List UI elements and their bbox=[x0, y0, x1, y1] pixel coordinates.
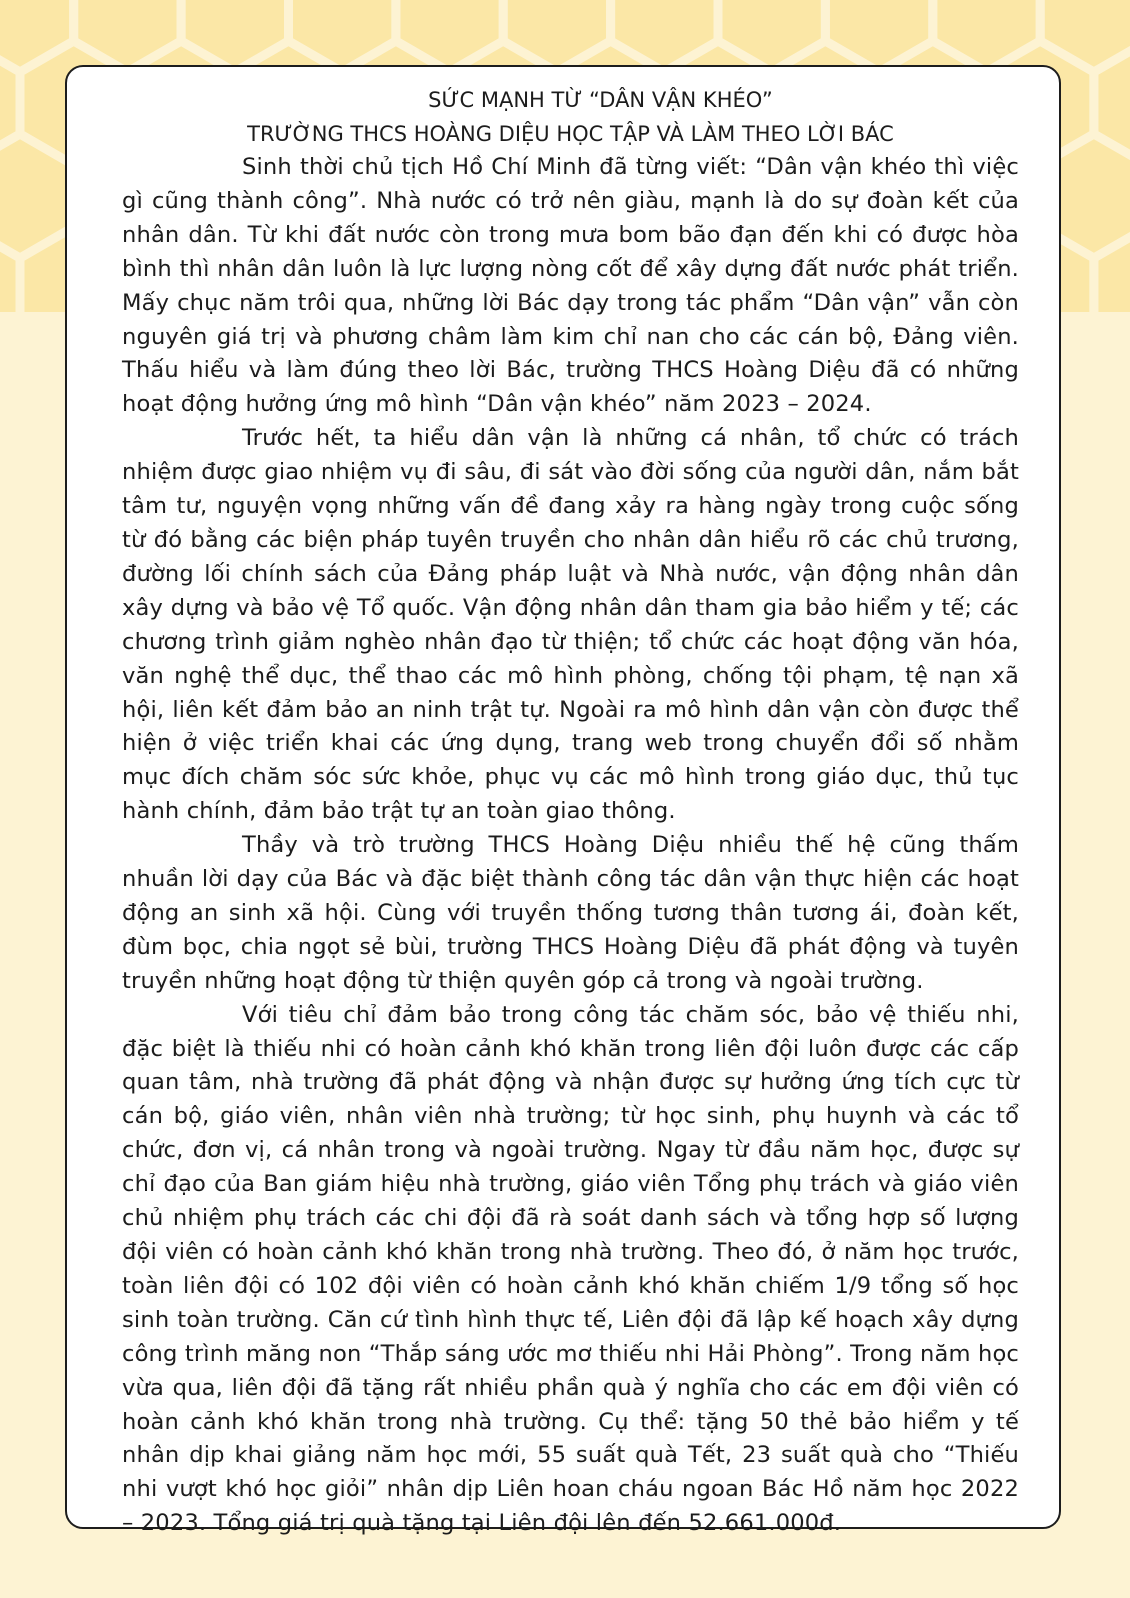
paragraph-1: Sinh thời chủ tịch Hồ Chí Minh đã từng viết: “Dân vận khéo thì việc gì cũng thành công”. Nhà nước có trở nên giàu, mạnh là do sự đoàn kết của nhân dân. Từ khi đất nước còn trong mưa bom bão đạn đến khi có được hòa bình thì nhân dân luôn là lực lượng nòng cốt để xây dựng đất nước phát triển. Mấy chục năm trôi qua, những lời Bác dạy trong tác phẩm “Dân vận” vẫn còn nguyên giá trị và phương châm làm kim chỉ nan cho các cán bộ, Đảng viên. Thấu hiểu và làm đúng theo lời Bác, trường THCS Hoàng Diệu đã có những hoạt động hưởng ứng mô hình “Dân vận khéo” năm 2023 – 2024. bbox=[122, 154, 1019, 418]
honeycomb-cell bbox=[289, 0, 396, 72]
article-subtitle: TRƯỜNG THCS HOÀNG DIỆU HỌC TẬP VÀ LÀM THEO LỜI BÁC bbox=[247, 122, 894, 146]
paragraph-4: Với tiêu chỉ đảm bảo trong công tác chăm sóc, bảo vệ thiếu nhi, đặc biệt là thiếu nhi có hoàn cảnh khó khăn trong liên đội luôn được các cấp quan tâm, nhà trường đã phát động và nhận được sự hưởng ứng tích cực từ cán bộ, giáo viên, nhân viên nhà trường; từ học sinh, phụ huynh và các tổ chức, đơn vị, cá nhân trong và ngoài trường. Ngay từ đầu năm học, được sự chỉ đạo của Ban giám hiệu nhà trường, giáo viên Tổng phụ trách và giáo viên chủ nhiệm phụ trách các chi đội đã rà soát danh sách và tổng hợp số lượng đội viên có hoàn cảnh khó khăn trong nhà trường. Theo đó, ở năm học trước, toàn liên đội có 102 đội viên có hoàn cảnh khó khăn chiếm 1/9 tổng số học sinh toàn trường. Căn cứ tình hình thực tế, Liên đội đã lập kế hoạch xây dựng công trình măng non “Thắp sáng ước mơ thiếu nhi Hải Phòng”. Trong năm học vừa qua, liên đội đã tặng rất nhiều phần quà ý nghĩa cho các em đội viên có hoàn cảnh khó khăn trong nhà trường. Cụ thể: tặng 50 thẻ bảo hiểm y tế nhân dịp khai giảng năm học mới, 55 suất quà Tết, 23 suất quà cho “Thiếu nhi vượt khó học giỏi” nhân dịp Liên hoan cháu ngoan Bác Hồ năm học 2022 – 2023. Tổng giá trị quà tặng tại Liên đội lên đến 52.661.000đ. bbox=[122, 1001, 1019, 1537]
paragraph-3: Thầy và trò trường THCS Hoàng Diệu nhiều thế hệ cũng thấm nhuần lời dạy của Bác và đặc biệt thành công tác dân vận thực hiện các hoạt động an sinh xã hội. Cùng với truyền thống tương thân tương ái, đoàn kết, đùm bọc, chia ngọt sẻ bùi, trường THCS Hoàng Diệu đã phát động và tuyên truyền những hoạt động từ thiện quyên góp cả trong và ngoài trường. bbox=[122, 832, 1019, 994]
honeycomb-cell bbox=[503, 0, 610, 72]
honeycomb-cell bbox=[0, 134, 74, 258]
honeycomb-cell bbox=[396, 0, 503, 72]
paragraph-2: Trước hết, ta hiểu dân vận là những cá nhân, tổ chức có trách nhiệm được giao nhiệm vụ đi sâu, đi sát vào đời sống của người dân, nắm bắt tâm tư, nguyện vọng những vấn đề đang xảy ra hàng ngày trong cuộc sống từ đó bằng các biện pháp tuyên truyền cho nhân dân hiểu rõ các chủ trương, đường lối chính sách của Đảng pháp luật và Nhà nước, vận động nhân dân xây dựng và bảo vệ Tổ quốc. Vận động nhân dân tham gia bảo hiểm y tế; các chương trình giảm nghèo nhân đạo từ thiện; tổ chức các hoạt động văn hóa, văn nghệ thể dục, thể thao các mô hình phòng, chống tội phạm, tệ nạn xã hội, liên kết đảm bảo an ninh trật tự. Ngoài ra mô hình dân vận còn được thể hiện ở việc triển khai các ứng dụng, trang web trong chuyển đổi số nhằm mục đích chăm sóc sức khỏe, phục vụ các mô hình trong giáo dục, thủ tục hành chính, đảm bảo trật tự an toàn giao thông. bbox=[122, 425, 1019, 825]
article-card bbox=[65, 65, 1061, 1537]
honeycomb-cell bbox=[825, 0, 932, 72]
article-body bbox=[122, 151, 1019, 1541]
article-title: SỨC MẠNH TỪ “DÂN VẬN KHÉO” bbox=[428, 88, 773, 112]
honeycomb-cell bbox=[718, 0, 825, 72]
honeycomb-cell bbox=[74, 0, 181, 72]
honeycomb-cell bbox=[1094, 227, 1130, 312]
honeycomb-cell bbox=[933, 0, 1040, 72]
honeycomb-cell bbox=[611, 0, 718, 72]
honeycomb-cell bbox=[181, 0, 288, 72]
